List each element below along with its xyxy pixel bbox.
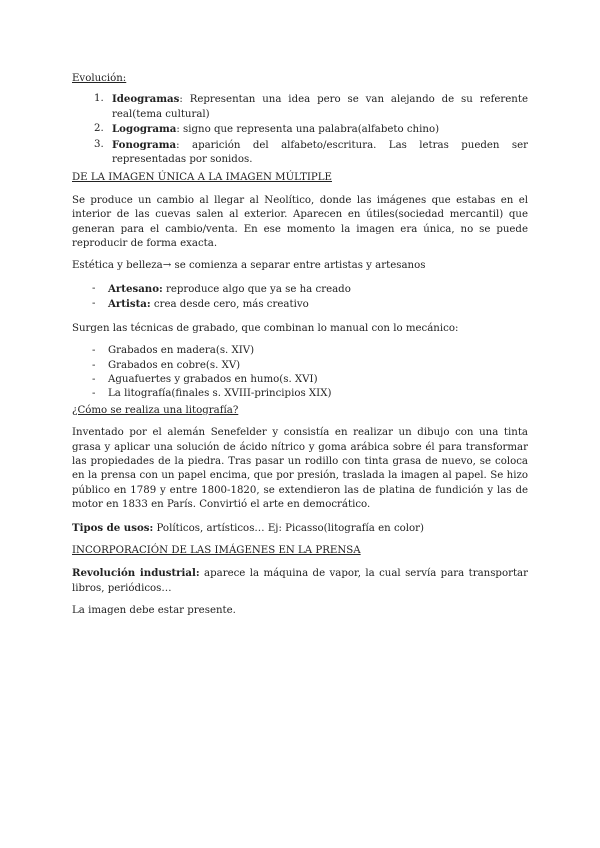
paragraph-litografia: Inventado por el alemán Senefelder y consistía en realizar un dibujo con una tinta grasa y aplicar una solución de ácido nítrico y goma arábica sobre él para transformar las propiedades de la piedra. Tras pasar un rodillo con tinta grasa de nuevo, se coloca en la prensa con un papel encima, que por presión, traslada la imagen al papel. Se hizo público en 1789 y entre 1800-1820, se extendieron las de platina de fundición y las de motor en 1833 en París. Convirtió el arte en democrático. (72, 427, 528, 511)
list-item-text: crea desde cero, más creativo (150, 299, 309, 311)
list-item-text: : aparición del alfabeto/escritura. Las letras pueden ser representadas por sonidos. (112, 139, 528, 166)
list-dash: - (92, 298, 96, 310)
list-number: 2. (94, 123, 104, 135)
paragraph-closing: La imagen debe estar presente. (72, 605, 236, 617)
list-item (92, 297, 528, 312)
list-dash: - (92, 373, 96, 385)
list-item (92, 387, 528, 401)
list-item (92, 282, 528, 297)
term-artesano: Artesano: (108, 282, 163, 295)
list-dash: - (92, 345, 96, 357)
tipos-usos-text: Políticos, artísticos… Ej: Picasso(litografía en color) (153, 522, 425, 534)
section-heading-litografia: ¿Cómo se realiza una litografía? (72, 404, 239, 416)
list-item-text: reproduce algo que ya se ha creado (162, 283, 351, 295)
list-item (92, 344, 528, 358)
paragraph-neolitico: Se produce un cambio al llegar al Neolítico, donde las imágenes que estabas en el interior de las cuevas salen al exterior. Aparecen en útiles(sociedad mercantil) que generan para el cambio/venta. En ese momento la imagen era única, no se puede reproducir de forma exacta. (72, 194, 528, 250)
term-ideogramas: Ideogramas (112, 93, 180, 106)
paragraph-estetica: Estética y belleza→ se comienza a separar entre artistas y artesanos (72, 260, 426, 272)
section-heading-imagen-multiple: DE LA IMAGEN ÚNICA A LA IMAGEN MÚLTIPLE (72, 172, 332, 184)
list-item (94, 138, 528, 168)
list-item-text: Grabados en madera(s. XIV) (108, 345, 255, 357)
section-heading-evolucion: Evolución: (72, 73, 127, 84)
term-revolucion-industrial: Revolución industrial: (72, 567, 200, 580)
list-number: 1. (94, 93, 104, 105)
list-item (92, 373, 528, 387)
list-item-text: : signo que representa una palabra(alfabeto chino) (176, 124, 440, 136)
term-tipos-usos: Tipos de usos: (72, 521, 154, 534)
section-heading-prensa: INCORPORACIÓN DE LAS IMÁGENES EN LA PRENSA (72, 544, 361, 556)
list-item (94, 92, 528, 122)
term-logograma: Logograma (112, 123, 177, 136)
paragraph-tipos-usos (72, 521, 528, 536)
list-dash: - (92, 359, 96, 371)
term-fonograma: Fonograma (112, 138, 177, 151)
list-dash: - (92, 388, 96, 400)
evolucion-list (72, 92, 528, 167)
list-item-text: Aguafuertes y grabados en humo(s. XVI) (108, 373, 318, 385)
list-item-text: : Representan una idea pero se van alejando de su referente real(tema cultural) (112, 94, 528, 120)
list-item-text: Grabados en cobre(s. XV) (108, 359, 241, 371)
roles-list (72, 282, 528, 313)
revolucion-text: aparece la máquina de vapor, la cual servía para transportar libros, periódicos… (72, 568, 528, 594)
list-item (94, 122, 528, 137)
list-item-text: La litografía(finales s. XVIII-principios XIX) (108, 388, 332, 400)
list-item (92, 359, 528, 373)
term-artista: Artista: (108, 298, 151, 311)
paragraph-tecnicas-intro: Surgen las técnicas de grabado, que combinan lo manual con lo mecánico: (72, 322, 459, 334)
paragraph-revolucion (72, 566, 528, 596)
list-dash: - (92, 282, 96, 294)
list-number: 3. (94, 138, 104, 150)
tecnicas-list (72, 344, 528, 402)
